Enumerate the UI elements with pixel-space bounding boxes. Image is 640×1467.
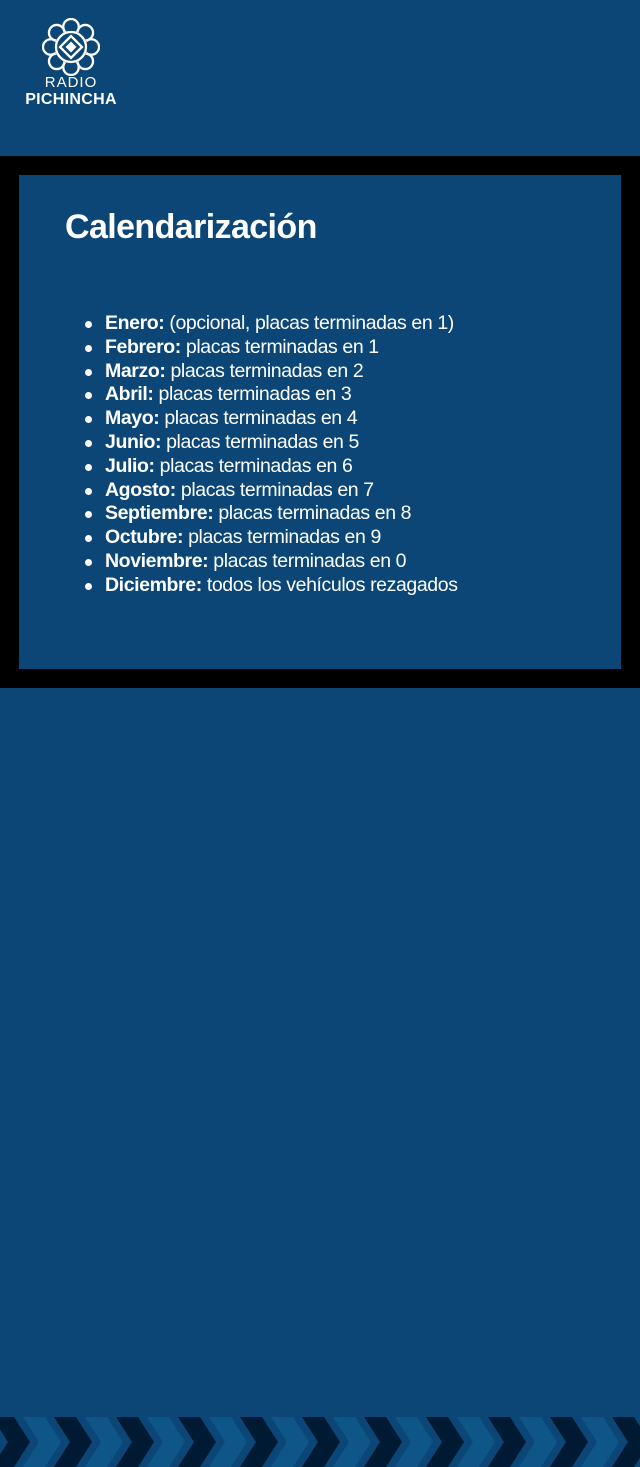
pichincha-emblem-icon [42, 18, 100, 76]
chevron-pattern [0, 1417, 640, 1467]
month-label: Marzo: [105, 359, 166, 382]
bullet-icon [85, 321, 92, 328]
schedule-item-abril [82, 383, 458, 407]
month-detail: placas terminadas en 7 [175, 478, 374, 501]
bullet-icon [85, 369, 92, 376]
radio-pichincha-logo [18, 18, 124, 110]
month-detail: placas terminadas en 5 [161, 430, 359, 453]
month-detail: placas terminadas en 6 [154, 454, 353, 477]
month-detail: placas terminadas en 3 [153, 383, 352, 406]
month-detail: placas terminadas en 2 [165, 359, 364, 382]
bullet-icon [85, 392, 92, 399]
month-label: Febrero: [105, 335, 181, 358]
schedule-item-noviembre [82, 550, 458, 574]
page-title: Calendarización [65, 208, 317, 246]
schedule-item-octubre [82, 526, 458, 550]
bullet-icon [85, 488, 92, 495]
brand-radio-text: RADIO [44, 74, 98, 91]
month-label: Julio: [105, 454, 155, 477]
bullet-icon [85, 440, 92, 447]
month-detail: placas terminadas en 0 [208, 549, 407, 572]
schedule-item-marzo [82, 360, 458, 384]
month-label: Abril: [105, 383, 154, 406]
schedule-item-agosto [82, 479, 458, 503]
schedule-item-mayo [82, 407, 458, 431]
month-label: Diciembre: [105, 573, 202, 596]
bullet-icon [85, 345, 92, 352]
month-label: Enero: [105, 312, 165, 334]
bullet-icon [85, 511, 92, 518]
chevron-arrow-shape [0, 1417, 30, 1467]
month-detail: todos los vehículos rezagados [201, 573, 458, 596]
schedule-item-enero [82, 312, 458, 336]
bullet-icon [85, 535, 92, 542]
month-detail: placas terminadas en 9 [183, 526, 381, 549]
schedule-item-junio [82, 431, 458, 455]
bullet-icon [85, 583, 92, 590]
month-label: Junio: [105, 430, 162, 453]
schedule-item-julio [82, 455, 458, 479]
month-detail: placas terminadas en 1 [180, 335, 379, 358]
schedule-list [82, 312, 458, 598]
footer [0, 688, 640, 800]
bullet-icon [85, 464, 92, 471]
month-detail: (opcional, placas terminadas en 1) [164, 312, 454, 334]
schedule-item-septiembre [82, 502, 458, 526]
header [0, 0, 640, 156]
month-label: Noviembre: [105, 549, 209, 572]
month-detail: placas terminadas en 4 [159, 407, 358, 430]
schedule-item-febrero [82, 336, 458, 360]
month-label: Agosto: [105, 478, 176, 501]
month-detail: placas terminadas en 8 [213, 502, 412, 525]
bullet-icon [85, 559, 92, 566]
brand-name-text: PICHINCHA [25, 91, 117, 108]
schedule-item-diciembre [82, 574, 458, 598]
month-label: Octubre: [105, 526, 184, 549]
month-label: Mayo: [105, 407, 160, 430]
month-label: Septiembre: [105, 502, 214, 525]
bullet-icon [85, 416, 92, 423]
